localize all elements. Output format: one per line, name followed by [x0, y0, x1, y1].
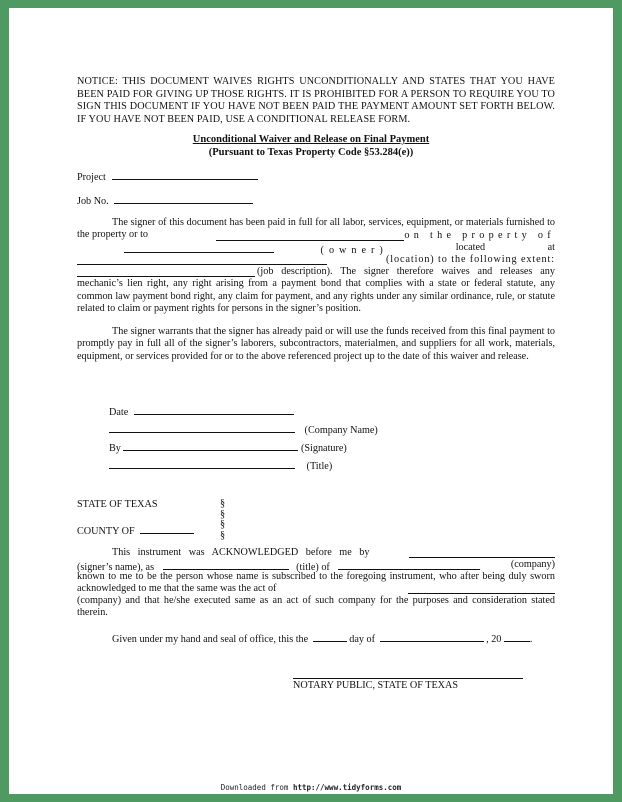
given-line: Given under my hand and seal of office, this the day of , 20 .	[77, 631, 555, 646]
location-field[interactable]	[77, 254, 327, 265]
document-page	[9, 8, 613, 794]
document-title: Unconditional Waiver and Release on Final Payment	[192, 134, 430, 145]
ack-line4: (company) and that he/she executed same as an act of such company for the purposes and consideration stated therein.	[77, 595, 555, 619]
title-label: (Title)	[306, 461, 333, 472]
job-no-row	[77, 193, 253, 208]
job-no-field[interactable]	[114, 193, 253, 204]
project-label: Project	[77, 172, 106, 183]
date-field[interactable]	[134, 404, 294, 415]
notice-text: NOTICE: THIS DOCUMENT WAIVES RIGHTS UNCONDITIONALLY AND STATES THAT YOU HAVE BEEN PAID FOR GIVING UP THOSE RIGHTS. IT IS PROHIBITED FOR A PERSON TO REQUIRE YOU TO SIGN THIS DOCUMENT IF YOU HAVE NOT BEEN PAID THE PAYMENT AMOUNT SET FORTH BELOW. IF YOU HAVE NOT BEEN PAID, USE A CONDITIONAL RELEASE FORM.	[77, 76, 555, 125]
ack-text: This instrument was ACKNOWLEDGED before me by	[112, 547, 370, 558]
county-field[interactable]	[140, 523, 194, 534]
month-field[interactable]	[380, 631, 484, 642]
signature-label: (Signature)	[300, 443, 347, 454]
company-field[interactable]	[109, 422, 295, 433]
title-field[interactable]	[109, 458, 295, 469]
company-name-field[interactable]	[338, 559, 480, 570]
section-symbol: §	[220, 508, 226, 520]
signature-field[interactable]	[123, 440, 298, 451]
county-label: COUNTY OF	[77, 526, 135, 537]
given-text: Given under my hand and seal of office, this the	[112, 634, 309, 645]
company-paren-label: (company)	[510, 559, 555, 570]
day-of-label: day of	[349, 634, 375, 645]
section-symbol: §	[220, 498, 226, 509]
section-symbols	[220, 499, 225, 541]
owner-field[interactable]	[124, 242, 274, 253]
ack-line3: known to me to be the person whose name is subscribed to the foregoing instrument, who after being duly sworn acknowledged to me that the same was the act of	[77, 571, 555, 595]
recipient-field[interactable]	[216, 230, 404, 241]
title-of-label: (title) of	[296, 562, 330, 573]
signers-name-label: (signer’s name), as	[77, 562, 155, 573]
located-at-label: located at	[455, 242, 555, 253]
footer	[9, 783, 613, 792]
footer-prefix: Downloaded from	[220, 783, 289, 792]
document-subtitle: (Pursuant to Texas Property Code §53.284(e))	[208, 147, 414, 158]
project-field[interactable]	[112, 169, 258, 180]
by-label: By	[109, 443, 121, 454]
signer-name-field[interactable]	[409, 547, 555, 558]
paragraph-2: The signer warrants that the signer has already paid or will use the funds received from this final payment to promptly pay in full all of the signer’s laborers, subcontractors, materialmen, and suppliers for all work, materials, equipment, or services provided for or to the above referenced project up to the date of this waiver and release.	[77, 326, 555, 362]
title-row	[109, 458, 332, 473]
year-field[interactable]	[504, 631, 530, 642]
day-field[interactable]	[313, 631, 347, 642]
year-label: , 20	[486, 634, 502, 645]
date-label: Date	[109, 407, 129, 418]
company-row	[109, 422, 378, 437]
project-row	[77, 169, 258, 184]
state-label: STATE OF TEXAS	[77, 499, 158, 510]
notary-label: NOTARY PUBLIC, STATE OF TEXAS	[293, 680, 459, 691]
job-description-field[interactable]	[77, 266, 255, 277]
section-symbol: §	[220, 529, 226, 541]
county-row	[77, 523, 194, 537]
footer-link[interactable]: http://www.tidyforms.com	[292, 783, 402, 792]
signer-title-field[interactable]	[163, 559, 289, 570]
on-property-label: on the property of	[404, 230, 555, 241]
location-label: (location) to the following extent:	[386, 254, 555, 265]
paragraph-1-rest	[77, 266, 555, 316]
by-row	[109, 440, 347, 455]
act-of-field[interactable]	[408, 593, 555, 594]
owner-label: (owner)	[320, 245, 388, 256]
ack-line1	[77, 547, 555, 559]
company-label: (Company Name)	[304, 425, 378, 436]
paragraph-1-start: The signer of this document has been paid in full for all labor, services, equipment, or materials furnished to the property or to	[77, 217, 555, 241]
notary-signature-line[interactable]	[293, 678, 523, 679]
job-no-label: Job No.	[77, 196, 109, 207]
section-symbol: §	[220, 519, 226, 530]
paragraph-1-rest-text: (job description). The signer therefore waives and releases any mechanic’s lien right, any right arising from a payment bond that complies with a state or federal statute, any common law payment bond right, any claim for payment, and any rights under any similar ordinance, rule, or statute related to claim or payment rights for persons in the signer’s position.	[77, 266, 555, 315]
date-row	[109, 404, 294, 419]
